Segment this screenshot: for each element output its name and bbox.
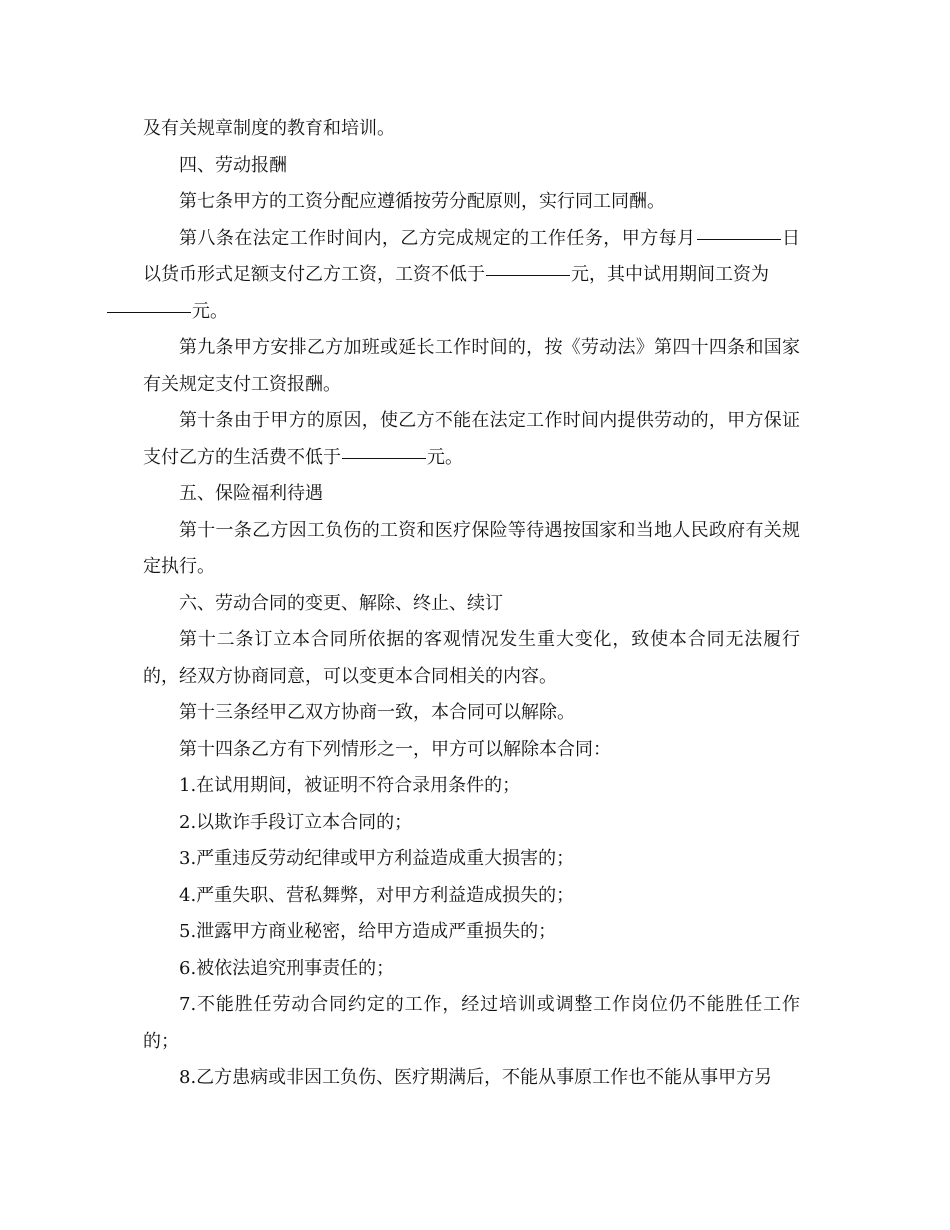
list-item-6: 6.被依法追究刑事责任的； <box>179 957 395 979</box>
article-12: 第十二条订立本合同所依据的客观情况发生重大变化，致使本合同无法履行的，经双方协商同意，可以变更本合同相关的内容。 <box>143 629 800 687</box>
list-item-7: 7.不能胜任劳动合同约定的工作，经过培训或调整工作岗位仍不能胜任工作的； <box>143 994 800 1052</box>
blank-probation-wage <box>107 311 191 313</box>
article-8 <box>143 221 800 331</box>
blank-living-expenses <box>342 457 426 459</box>
document-body <box>143 111 800 1097</box>
blank-pay-day <box>697 238 781 240</box>
article-10-text-2: 元。 <box>427 446 463 468</box>
article-13: 第十三条经甲乙双方协商一致，本合同可以解除。 <box>179 702 575 723</box>
article-8-text-2: 日以货币形式足额支付乙方工资，工资不低于 <box>143 227 801 285</box>
article-10 <box>143 403 800 476</box>
article-10-text-1: 第十条由于甲方的原因，使乙方不能在法定工作时间内提供劳动的，甲方保证支付乙方的生活费不低于 <box>143 410 800 468</box>
article-8-text-4: 元。 <box>192 300 228 322</box>
section-heading-contract-changes: 六、劳动合同的变更、解除、终止、续订 <box>179 592 503 614</box>
section-heading-remuneration: 四、劳动报酬 <box>179 154 287 176</box>
list-item-1: 1.在试用期间，被证明不符合录用条件的； <box>179 775 521 796</box>
list-item-3: 3.严重违反劳动纪律或甲方利益造成重大损害的； <box>179 848 575 869</box>
article-8-text-3: 元，其中试用期间工资为 <box>571 264 769 285</box>
article-14: 第十四条乙方有下列情形之一，甲方可以解除本合同： <box>179 738 611 760</box>
section-heading-insurance: 五、保险福利待遇 <box>179 483 323 504</box>
paragraph-training-end: 及有关规章制度的教育和培训。 <box>143 118 395 139</box>
article-9: 第九条甲方安排乙方加班或延长工作时间的，按《劳动法》第四十四条和国家有关规定支付工资报酬。 <box>143 337 800 395</box>
list-item-4: 4.严重失职、营私舞弊，对甲方利益造成损失的； <box>179 884 575 906</box>
list-item-5: 5.泄露甲方商业秘密，给甲方造成严重损失的； <box>179 921 557 942</box>
article-11: 第十一条乙方因工负伤的工资和医疗保险等待遇按国家和当地人民政府有关规定执行。 <box>143 519 800 577</box>
list-item-2: 2.以欺诈手段订立本合同的； <box>179 811 413 833</box>
blank-min-wage <box>486 274 570 276</box>
article-7: 第七条甲方的工资分配应遵循按劳分配原则，实行同工同酬。 <box>179 191 665 212</box>
list-item-8: 8.乙方患病或非因工负伤、医疗期满后，不能从事原工作也不能从事甲方另 <box>179 1067 773 1088</box>
article-8-text-1: 第八条在法定工作时间内，乙方完成规定的工作任务，甲方每月 <box>179 227 696 249</box>
